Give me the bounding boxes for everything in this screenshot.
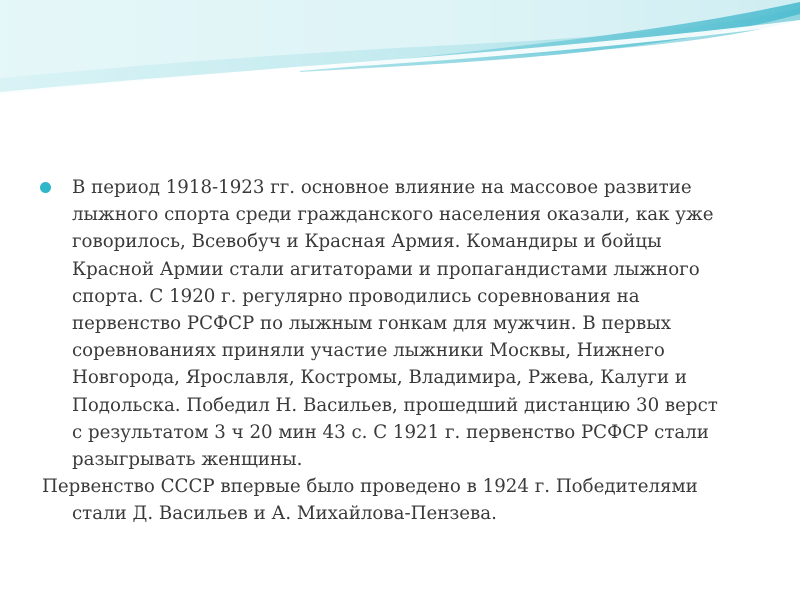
paragraph-line: стали Д. Васильев и А. Михайлова-Пензева. bbox=[72, 503, 497, 525]
bullet-line: лыжного спорта среди гражданского населения оказали, как уже bbox=[72, 204, 714, 226]
bullet-line: с результатом 3 ч 20 мин 43 с. С 1921 г. первенство РСФСР стали bbox=[72, 421, 709, 443]
bullet-line: соревнованиях приняли участие лыжники Москвы, Нижнего bbox=[72, 340, 665, 362]
bullet-line: разыгрывать женщины. bbox=[72, 449, 303, 471]
bullet-line: Подольска. Победил Н. Васильев, прошедший дистанцию 30 верст bbox=[72, 394, 718, 416]
bullet-line: Новгорода, Ярославля, Костромы, Владимира, Ржева, Калуги и bbox=[72, 367, 687, 389]
bullet-line: говорилось, Всевобуч и Красная Армия. Командиры и бойцы bbox=[72, 231, 662, 253]
second-paragraph bbox=[40, 473, 770, 527]
bullet-paragraph bbox=[40, 174, 770, 473]
bullet-line: спорта. С 1920 г. регулярно проводились соревнования на bbox=[72, 285, 640, 307]
bullet-line: первенство РСФСР по лыжным гонкам для мужчин. В первых bbox=[72, 313, 671, 335]
slide-text-body bbox=[40, 174, 770, 528]
bullet-line: В период 1918-1923 гг. основное влияние на массовое развитие bbox=[72, 177, 692, 198]
header-wave-decoration bbox=[0, 0, 800, 110]
paragraph-line: Первенство СССР впервые было проведено в 1924 г. Победителями bbox=[42, 476, 698, 498]
bullet-line: Красной Армии стали агитаторами и пропагандистами лыжного bbox=[72, 258, 700, 280]
bullet-dot-icon bbox=[40, 182, 51, 193]
